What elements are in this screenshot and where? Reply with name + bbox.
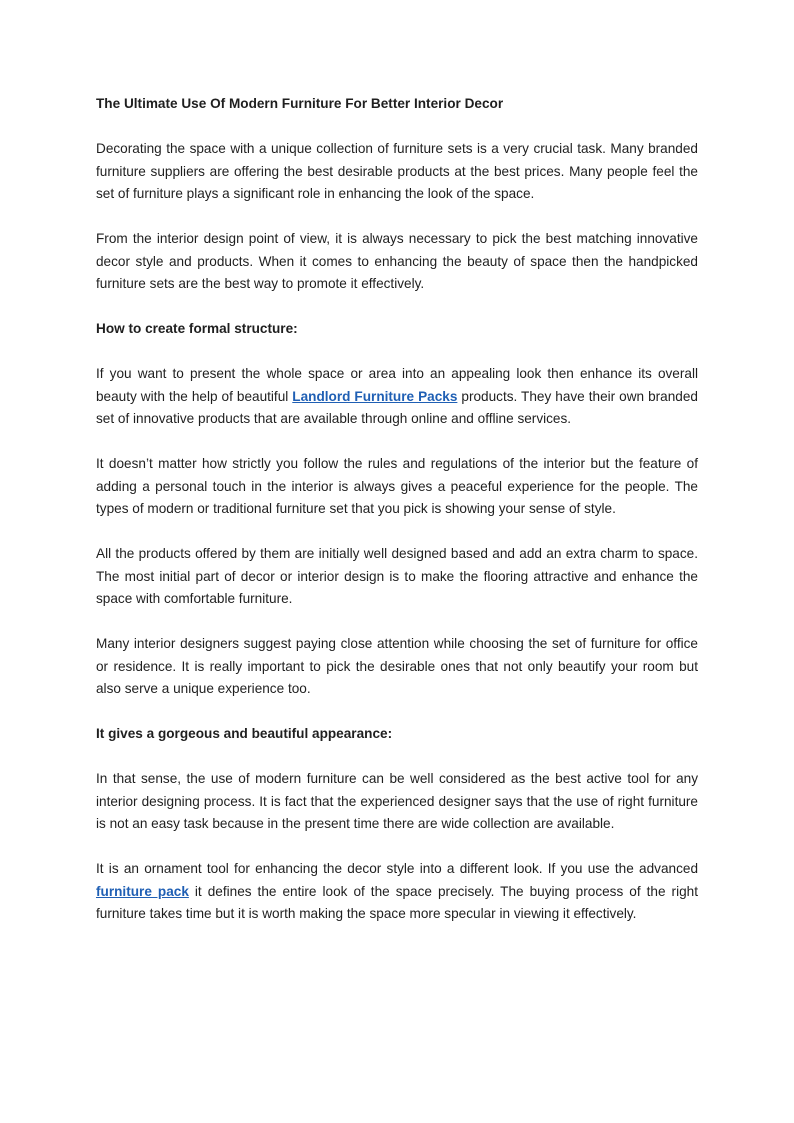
section2-paragraph-1: In that sense, the use of modern furniture can be well considered as the best active tool for any interior designing process. It is fact that the experienced designer says that the use of right furniture is not an easy task because in the present time there are wide collection are available.	[96, 771, 698, 831]
section-heading-formal-structure: How to create formal structure:	[96, 321, 298, 336]
section2-paragraph-2-text-before: It is an ornament tool for enhancing the decor style into a different look. If you use the advanced	[96, 861, 698, 876]
document-page	[96, 93, 698, 948]
section2-paragraph-2	[96, 858, 698, 926]
section-heading-gorgeous-appearance: It gives a gorgeous and beautiful appearance:	[96, 726, 393, 741]
section1-paragraph-1-text-after: products. They have their own branded set of innovative products that are available through online and offline services.	[96, 388, 698, 426]
section1-paragraph-1-text-before: If you want to present the whole space or area into an appealing look then enhance its overall beauty with the help of beautiful	[96, 366, 698, 404]
furniture-pack-link[interactable]: furniture pack	[96, 883, 189, 899]
section1-paragraph-1	[96, 363, 698, 431]
landlord-furniture-packs-link[interactable]: Landlord Furniture Packs	[292, 388, 458, 404]
section1-paragraph-4: Many interior designers suggest paying close attention while choosing the set of furniture for office or residence. It is really important to pick the desirable ones that not only beautify your room but also serve a unique experience too.	[96, 636, 698, 696]
document-title: The Ultimate Use Of Modern Furniture For Better Interior Decor	[96, 96, 504, 111]
section2-paragraph-2-text-after: it defines the entire look of the space precisely. The buying process of the right furniture takes time but it is worth making the space more specular in viewing it effectively.	[96, 883, 698, 921]
intro-paragraph-1: Decorating the space with a unique collection of furniture sets is a very crucial task. Many branded furniture suppliers are offering the best desirable products at the best prices. Many people feel the set of furniture plays a significant role in enhancing the look of the space.	[96, 141, 698, 201]
section1-paragraph-2: It doesn’t matter how strictly you follow the rules and regulations of the interior but the feature of adding a personal touch in the interior is always gives a peaceful experience for the people. The types of modern or traditional furniture set that you pick is showing your sense of style.	[96, 456, 698, 516]
section1-paragraph-3: All the products offered by them are initially well designed based and add an extra charm to space. The most initial part of decor or interior design is to make the flooring attractive and enhance the space with comfortable furniture.	[96, 546, 698, 606]
intro-paragraph-2: From the interior design point of view, it is always necessary to pick the best matching innovative decor style and products. When it comes to enhancing the beauty of space then the handpicked furniture sets are the best way to promote it effectively.	[96, 231, 698, 291]
